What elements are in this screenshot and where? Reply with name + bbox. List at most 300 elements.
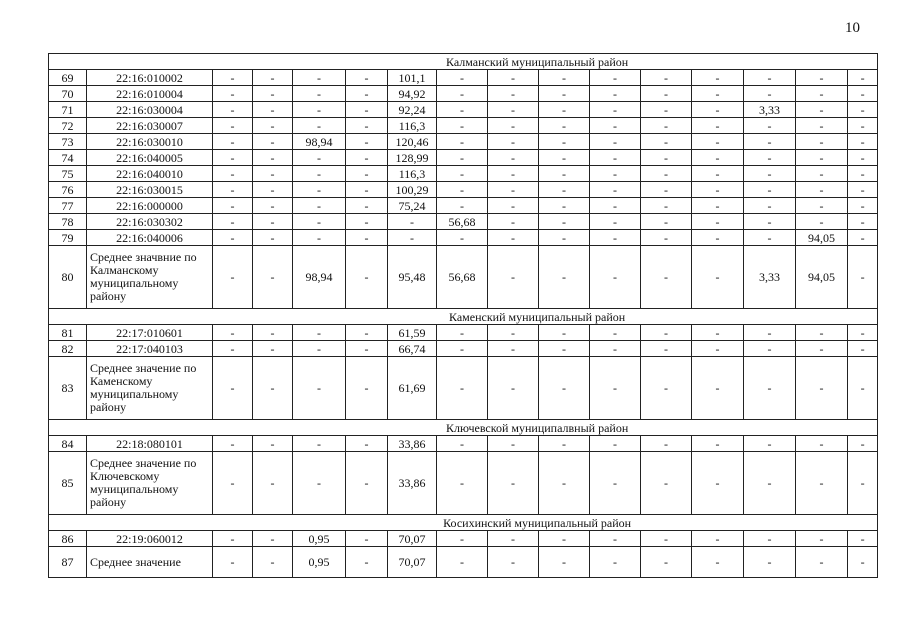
table-row — [49, 150, 878, 166]
value-cell: 120,46 — [388, 134, 437, 150]
value-cell: - — [213, 436, 253, 452]
value-cell: - — [744, 70, 796, 86]
value-cell: - — [744, 150, 796, 166]
value-cell: - — [848, 531, 878, 547]
row-number: 85 — [49, 452, 87, 515]
value-cell: - — [590, 246, 641, 309]
value-cell: - — [744, 198, 796, 214]
value-cell: - — [213, 102, 253, 118]
table-row — [49, 134, 878, 150]
value-cell: - — [539, 230, 590, 246]
value-cell: - — [253, 547, 293, 578]
cadastral-code: 22:16:010002 — [87, 70, 213, 86]
value-cell: - — [796, 198, 848, 214]
value-cell: - — [641, 70, 692, 86]
value-cell: 95,48 — [388, 246, 437, 309]
value-cell: 98,94 — [293, 246, 346, 309]
value-cell: - — [488, 325, 539, 341]
value-cell: - — [848, 134, 878, 150]
value-cell: - — [488, 70, 539, 86]
value-cell: - — [253, 531, 293, 547]
table-row — [49, 531, 878, 547]
value-cell: - — [253, 246, 293, 309]
table-row — [49, 182, 878, 198]
value-cell: - — [692, 118, 744, 134]
value-cell: - — [488, 246, 539, 309]
value-cell: - — [590, 341, 641, 357]
value-cell: - — [590, 86, 641, 102]
value-cell: - — [293, 436, 346, 452]
value-cell: - — [437, 102, 488, 118]
value-cell: - — [253, 70, 293, 86]
value-cell: - — [437, 436, 488, 452]
section-header-row — [49, 54, 878, 70]
value-cell: - — [641, 531, 692, 547]
value-cell: - — [796, 214, 848, 230]
cadastral-code: 22:16:000000 — [87, 198, 213, 214]
value-cell: - — [539, 182, 590, 198]
value-cell: - — [213, 547, 253, 578]
value-cell: 0,95 — [293, 547, 346, 578]
value-cell: - — [346, 118, 388, 134]
value-cell: - — [744, 214, 796, 230]
value-cell: - — [346, 325, 388, 341]
value-cell: - — [253, 436, 293, 452]
value-cell: - — [590, 198, 641, 214]
value-cell: - — [488, 86, 539, 102]
value-cell: - — [692, 166, 744, 182]
value-cell: - — [437, 325, 488, 341]
value-cell: - — [590, 230, 641, 246]
value-cell: - — [539, 214, 590, 230]
value-cell: - — [253, 86, 293, 102]
value-cell: - — [437, 182, 488, 198]
value-cell: - — [848, 357, 878, 420]
table-row — [49, 436, 878, 452]
value-cell: - — [213, 182, 253, 198]
value-cell: - — [437, 166, 488, 182]
value-cell: 94,05 — [796, 230, 848, 246]
section-title: Каменский муниципальный район — [49, 309, 878, 325]
value-cell: - — [346, 452, 388, 515]
row-number: 80 — [49, 246, 87, 309]
cadastral-code: 22:16:030010 — [87, 134, 213, 150]
value-cell: - — [293, 357, 346, 420]
value-cell: 116,3 — [388, 166, 437, 182]
value-cell: - — [590, 134, 641, 150]
data-table — [48, 53, 878, 578]
value-cell: - — [539, 547, 590, 578]
value-cell: - — [744, 86, 796, 102]
value-cell: - — [848, 182, 878, 198]
value-cell: - — [488, 166, 539, 182]
value-cell: - — [253, 134, 293, 150]
summary-label: Среднее значение по Каменскому муниципальному району — [87, 357, 213, 420]
value-cell: - — [437, 150, 488, 166]
value-cell: - — [213, 357, 253, 420]
section-title: Калманский муниципальный район — [49, 54, 878, 70]
value-cell: - — [437, 341, 488, 357]
value-cell: - — [488, 341, 539, 357]
summary-label: Среднее значение по Ключевскому муниципальному району — [87, 452, 213, 515]
table-row — [49, 230, 878, 246]
value-cell: - — [213, 86, 253, 102]
value-cell: - — [848, 436, 878, 452]
summary-row — [49, 452, 878, 515]
value-cell: - — [796, 134, 848, 150]
value-cell: - — [213, 166, 253, 182]
value-cell: 92,24 — [388, 102, 437, 118]
value-cell: - — [692, 341, 744, 357]
value-cell: - — [488, 452, 539, 515]
value-cell: - — [293, 166, 346, 182]
value-cell: - — [213, 325, 253, 341]
cadastral-code: 22:16:040006 — [87, 230, 213, 246]
value-cell: - — [590, 436, 641, 452]
value-cell: - — [744, 182, 796, 198]
value-cell: 56,68 — [437, 214, 488, 230]
value-cell: - — [796, 70, 848, 86]
value-cell: - — [848, 325, 878, 341]
value-cell: - — [744, 341, 796, 357]
value-cell: - — [253, 357, 293, 420]
cadastral-code: 22:16:030302 — [87, 214, 213, 230]
value-cell: - — [692, 70, 744, 86]
value-cell: 3,33 — [744, 102, 796, 118]
value-cell: 98,94 — [293, 134, 346, 150]
value-cell: - — [796, 357, 848, 420]
value-cell: - — [641, 452, 692, 515]
table-row — [49, 70, 878, 86]
value-cell: - — [437, 531, 488, 547]
value-cell: - — [213, 452, 253, 515]
value-cell: - — [692, 357, 744, 420]
table-row — [49, 341, 878, 357]
row-number: 78 — [49, 214, 87, 230]
value-cell: 33,86 — [388, 452, 437, 515]
value-cell: 33,86 — [388, 436, 437, 452]
value-cell: - — [293, 118, 346, 134]
value-cell: - — [796, 325, 848, 341]
section-title: Ключевской муниципалвный район — [49, 420, 878, 436]
value-cell: - — [346, 150, 388, 166]
value-cell: - — [641, 86, 692, 102]
value-cell: - — [641, 182, 692, 198]
value-cell: 0,95 — [293, 531, 346, 547]
value-cell: - — [590, 547, 641, 578]
value-cell: - — [848, 102, 878, 118]
value-cell: - — [539, 86, 590, 102]
value-cell: - — [437, 230, 488, 246]
value-cell: - — [848, 118, 878, 134]
value-cell: - — [213, 198, 253, 214]
value-cell: - — [253, 182, 293, 198]
value-cell: - — [590, 182, 641, 198]
value-cell: - — [744, 357, 796, 420]
cadastral-code: 22:16:010004 — [87, 86, 213, 102]
row-number: 82 — [49, 341, 87, 357]
value-cell: 100,29 — [388, 182, 437, 198]
value-cell: - — [692, 182, 744, 198]
value-cell: - — [293, 182, 346, 198]
value-cell: - — [848, 547, 878, 578]
summary-row — [49, 547, 878, 578]
value-cell: - — [641, 214, 692, 230]
value-cell: - — [346, 86, 388, 102]
row-number: 84 — [49, 436, 87, 452]
value-cell: - — [641, 166, 692, 182]
value-cell: - — [213, 341, 253, 357]
value-cell: - — [692, 150, 744, 166]
value-cell: - — [539, 246, 590, 309]
value-cell: - — [488, 182, 539, 198]
value-cell: - — [590, 325, 641, 341]
value-cell: - — [692, 102, 744, 118]
value-cell: - — [437, 452, 488, 515]
cadastral-code: 22:16:040005 — [87, 150, 213, 166]
section-header-row — [49, 420, 878, 436]
value-cell: 70,07 — [388, 547, 437, 578]
value-cell: - — [692, 436, 744, 452]
cadastral-code: 22:16:030007 — [87, 118, 213, 134]
value-cell: - — [848, 230, 878, 246]
value-cell: - — [744, 166, 796, 182]
value-cell: - — [346, 436, 388, 452]
value-cell: - — [293, 86, 346, 102]
value-cell: - — [590, 452, 641, 515]
row-number: 72 — [49, 118, 87, 134]
value-cell: - — [744, 436, 796, 452]
value-cell: - — [590, 118, 641, 134]
value-cell: - — [346, 166, 388, 182]
value-cell: - — [346, 182, 388, 198]
value-cell: - — [539, 325, 590, 341]
value-cell: - — [293, 230, 346, 246]
row-number: 74 — [49, 150, 87, 166]
value-cell: - — [253, 230, 293, 246]
value-cell: - — [796, 341, 848, 357]
value-cell: - — [253, 102, 293, 118]
value-cell: - — [346, 357, 388, 420]
value-cell: - — [488, 436, 539, 452]
value-cell: - — [848, 70, 878, 86]
value-cell: - — [692, 246, 744, 309]
value-cell: - — [539, 102, 590, 118]
table-row — [49, 214, 878, 230]
row-number: 70 — [49, 86, 87, 102]
row-number: 77 — [49, 198, 87, 214]
value-cell: - — [641, 325, 692, 341]
value-cell: - — [488, 531, 539, 547]
value-cell: - — [293, 70, 346, 86]
summary-row — [49, 357, 878, 420]
page-number: 10 — [845, 20, 860, 36]
value-cell: - — [213, 214, 253, 230]
value-cell: - — [293, 214, 346, 230]
table-row — [49, 102, 878, 118]
value-cell: - — [796, 86, 848, 102]
value-cell: - — [346, 70, 388, 86]
value-cell: - — [590, 166, 641, 182]
summary-row — [49, 246, 878, 309]
value-cell: - — [848, 341, 878, 357]
value-cell: - — [346, 198, 388, 214]
table-row — [49, 86, 878, 102]
value-cell: - — [437, 134, 488, 150]
value-cell: 94,92 — [388, 86, 437, 102]
value-cell: - — [213, 246, 253, 309]
row-number: 81 — [49, 325, 87, 341]
value-cell: - — [590, 150, 641, 166]
value-cell: - — [388, 214, 437, 230]
value-cell: - — [539, 70, 590, 86]
value-cell: - — [293, 325, 346, 341]
value-cell: 66,74 — [388, 341, 437, 357]
value-cell: - — [213, 150, 253, 166]
value-cell: 70,07 — [388, 531, 437, 547]
value-cell: - — [848, 150, 878, 166]
section-header-row — [49, 309, 878, 325]
value-cell: - — [539, 357, 590, 420]
value-cell: - — [692, 325, 744, 341]
value-cell: - — [488, 230, 539, 246]
value-cell: - — [293, 150, 346, 166]
value-cell: - — [796, 166, 848, 182]
row-number: 76 — [49, 182, 87, 198]
row-number: 79 — [49, 230, 87, 246]
value-cell: 75,24 — [388, 198, 437, 214]
value-cell: - — [293, 452, 346, 515]
value-cell: - — [848, 214, 878, 230]
cadastral-code: 22:17:010601 — [87, 325, 213, 341]
value-cell: - — [641, 198, 692, 214]
cadastral-code: 22:16:030015 — [87, 182, 213, 198]
value-cell: - — [539, 134, 590, 150]
value-cell: - — [796, 436, 848, 452]
value-cell: - — [346, 341, 388, 357]
value-cell: - — [488, 214, 539, 230]
value-cell: - — [590, 214, 641, 230]
value-cell: - — [641, 436, 692, 452]
value-cell: 56,68 — [437, 246, 488, 309]
value-cell: - — [641, 150, 692, 166]
value-cell: - — [744, 547, 796, 578]
value-cell: 116,3 — [388, 118, 437, 134]
value-cell: - — [293, 341, 346, 357]
value-cell: - — [744, 531, 796, 547]
value-cell: - — [437, 86, 488, 102]
value-cell: - — [641, 134, 692, 150]
value-cell: - — [539, 452, 590, 515]
table-row — [49, 198, 878, 214]
value-cell: - — [293, 102, 346, 118]
value-cell: - — [796, 452, 848, 515]
value-cell: - — [253, 214, 293, 230]
value-cell: - — [253, 452, 293, 515]
value-cell: - — [641, 547, 692, 578]
value-cell: - — [488, 198, 539, 214]
value-cell: - — [796, 547, 848, 578]
value-cell: - — [539, 150, 590, 166]
value-cell: - — [848, 452, 878, 515]
value-cell: - — [744, 118, 796, 134]
value-cell: - — [488, 102, 539, 118]
cadastral-code: 22:16:030004 — [87, 102, 213, 118]
summary-label: Среднее значвние по Калманскому муниципальному району — [87, 246, 213, 309]
value-cell: - — [539, 198, 590, 214]
value-cell: - — [253, 118, 293, 134]
value-cell: - — [346, 102, 388, 118]
value-cell: - — [744, 325, 796, 341]
table-row — [49, 166, 878, 182]
cadastral-code: 22:18:080101 — [87, 436, 213, 452]
value-cell: - — [253, 150, 293, 166]
value-cell: - — [796, 531, 848, 547]
value-cell: - — [848, 166, 878, 182]
value-cell: - — [641, 246, 692, 309]
value-cell: - — [744, 452, 796, 515]
row-number: 87 — [49, 547, 87, 578]
section-title: Косихинский муниципальный район — [49, 515, 878, 531]
value-cell: 128,99 — [388, 150, 437, 166]
value-cell: - — [539, 118, 590, 134]
cadastral-code: 22:16:040010 — [87, 166, 213, 182]
value-cell: - — [213, 134, 253, 150]
value-cell: 3,33 — [744, 246, 796, 309]
value-cell: - — [590, 70, 641, 86]
value-cell: - — [388, 230, 437, 246]
section-header-row — [49, 515, 878, 531]
row-number: 73 — [49, 134, 87, 150]
row-number: 86 — [49, 531, 87, 547]
value-cell: - — [692, 214, 744, 230]
value-cell: - — [346, 246, 388, 309]
value-cell: - — [848, 198, 878, 214]
value-cell: - — [437, 198, 488, 214]
value-cell: - — [346, 531, 388, 547]
value-cell: - — [641, 102, 692, 118]
value-cell: - — [692, 547, 744, 578]
value-cell: - — [213, 118, 253, 134]
value-cell: - — [692, 452, 744, 515]
summary-label: Среднее значение — [87, 547, 213, 578]
value-cell: - — [437, 118, 488, 134]
row-number: 83 — [49, 357, 87, 420]
value-cell: - — [213, 70, 253, 86]
table-row — [49, 325, 878, 341]
value-cell: - — [488, 118, 539, 134]
value-cell: - — [346, 134, 388, 150]
value-cell: - — [539, 531, 590, 547]
value-cell: - — [488, 547, 539, 578]
value-cell: - — [590, 102, 641, 118]
value-cell: - — [293, 198, 346, 214]
value-cell: - — [213, 531, 253, 547]
value-cell: - — [796, 182, 848, 198]
value-cell: - — [539, 436, 590, 452]
value-cell: - — [692, 86, 744, 102]
value-cell: - — [744, 134, 796, 150]
value-cell: - — [437, 547, 488, 578]
value-cell: - — [346, 230, 388, 246]
value-cell: - — [744, 230, 796, 246]
value-cell: - — [590, 357, 641, 420]
value-cell: - — [848, 86, 878, 102]
value-cell: - — [692, 531, 744, 547]
value-cell: - — [437, 70, 488, 86]
value-cell: - — [641, 341, 692, 357]
value-cell: - — [641, 118, 692, 134]
